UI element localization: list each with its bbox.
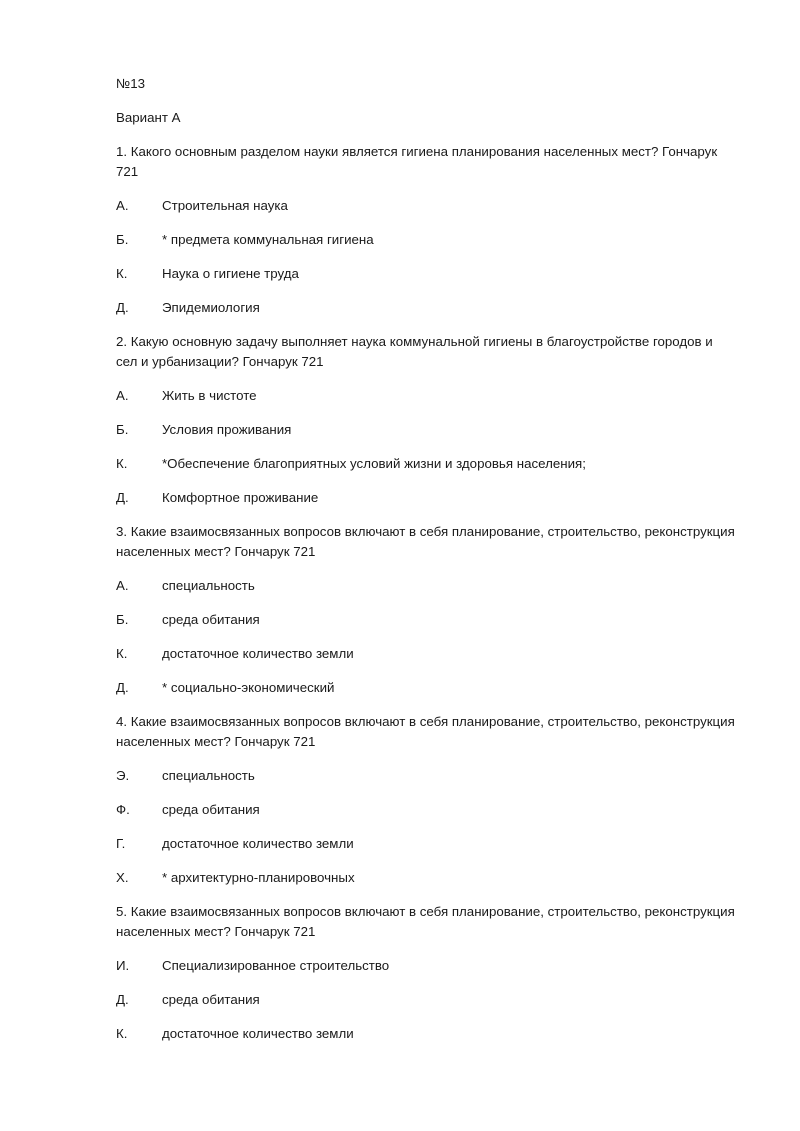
answer-option	[116, 678, 736, 698]
answer-option	[116, 298, 736, 318]
option-letter: Б.	[116, 422, 129, 437]
option-letter: Д.	[116, 680, 129, 695]
option-text: среда обитания	[162, 992, 260, 1007]
option-letter: И.	[116, 958, 130, 973]
answer-option	[116, 956, 736, 976]
option-text: специальность	[162, 768, 255, 783]
question-block	[116, 142, 736, 318]
answer-option	[116, 1024, 736, 1044]
option-letter: А.	[116, 578, 129, 593]
option-text: среда обитания	[162, 802, 260, 817]
answer-option	[116, 868, 736, 888]
question-block	[116, 902, 736, 1044]
answer-option	[116, 386, 736, 406]
answer-option	[116, 990, 736, 1010]
question-block	[116, 712, 736, 888]
option-letter: Д.	[116, 992, 129, 1007]
option-text: Условия проживания	[162, 422, 292, 437]
option-text: *Обеспечение благоприятных условий жизни и здоровья населения;	[162, 456, 586, 471]
option-letter: А.	[116, 198, 129, 213]
option-letter: Э.	[116, 768, 130, 783]
question-text: 1. Какого основным разделом науки является гигиена планирования населенных мест? Гончарук 721	[116, 144, 718, 179]
option-letter: К.	[116, 456, 128, 471]
answer-option	[116, 264, 736, 284]
option-text: достаточное количество земли	[162, 1026, 354, 1041]
option-letter: К.	[116, 266, 128, 281]
question-block	[116, 332, 736, 508]
question-text: 4. Какие взаимосвязанных вопросов включают в себя планирование, строительство, реконструкция населенных мест? Гончарук 721	[116, 714, 735, 749]
option-letter: К.	[116, 1026, 128, 1041]
answer-option	[116, 800, 736, 820]
option-text: достаточное количество земли	[162, 646, 354, 661]
option-letter: Ф.	[116, 802, 130, 817]
option-text: * предмета коммунальная гигиена	[162, 232, 374, 247]
option-text: достаточное количество земли	[162, 836, 354, 851]
option-letter: Б.	[116, 232, 129, 247]
answer-option	[116, 766, 736, 786]
option-letter: А.	[116, 388, 129, 403]
answer-option	[116, 230, 736, 250]
option-letter: Х.	[116, 870, 129, 885]
option-text: Комфортное проживание	[162, 490, 319, 505]
answer-option	[116, 454, 736, 474]
option-text: специальность	[162, 578, 255, 593]
option-text: среда обитания	[162, 612, 260, 627]
option-text: * социально-экономический	[162, 680, 335, 695]
question-text: 2. Какую основную задачу выполняет наука коммунальной гигиены в благоустройстве городов и сел и урбанизации? Гончарук 721	[116, 334, 713, 369]
option-letter: К.	[116, 646, 128, 661]
answer-option	[116, 196, 736, 216]
document-number: №13	[116, 76, 146, 91]
option-text: Жить в чистоте	[162, 388, 257, 403]
question-list	[116, 142, 736, 1044]
option-letter: Б.	[116, 612, 129, 627]
option-text: * архитектурно-планировочных	[162, 870, 355, 885]
answer-option	[116, 576, 736, 596]
answer-option	[116, 610, 736, 630]
option-letter: Д.	[116, 300, 129, 315]
question-text: 3. Какие взаимосвязанных вопросов включают в себя планирование, строительство, реконструкция населенных мест? Гончарук 721	[116, 524, 735, 559]
option-text: Наука о гигиене труда	[162, 266, 299, 281]
variant-heading: Вариант А	[116, 110, 181, 125]
option-letter: Д.	[116, 490, 129, 505]
answer-option	[116, 644, 736, 664]
option-letter: Г.	[116, 836, 126, 851]
answer-option	[116, 488, 736, 508]
option-text: Специализированное строительство	[162, 958, 390, 973]
option-text: Строительная наука	[162, 198, 288, 213]
document-page	[116, 74, 736, 1058]
answer-option	[116, 420, 736, 440]
question-text: 5. Какие взаимосвязанных вопросов включают в себя планирование, строительство, реконструкция населенных мест? Гончарук 721	[116, 904, 735, 939]
question-block	[116, 522, 736, 698]
option-text: Эпидемиология	[162, 300, 260, 315]
answer-option	[116, 834, 736, 854]
